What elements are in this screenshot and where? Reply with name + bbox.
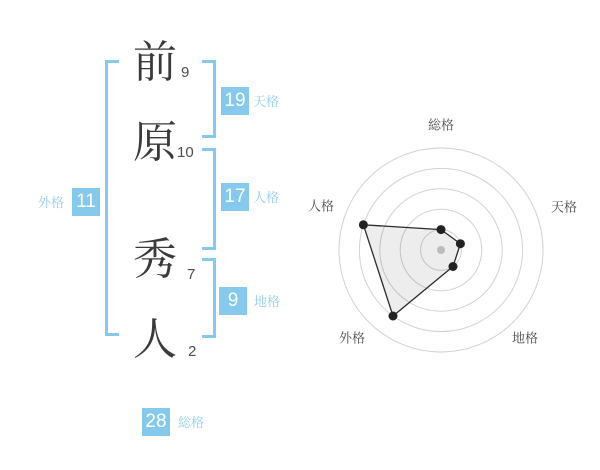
name-character-4: 人	[133, 315, 177, 364]
jinkaku-bracket	[202, 148, 216, 250]
soukaku-value-badge: 28	[142, 408, 170, 436]
stroke-count-2: 10	[177, 144, 194, 161]
name-character-1: 前	[133, 38, 177, 87]
name-character-2: 原	[133, 118, 177, 167]
radar-data-point	[456, 239, 465, 248]
radar-axis-label-gaikaku: 外格	[338, 330, 366, 346]
radar-center-dot	[437, 246, 445, 254]
radar-data-point	[449, 262, 458, 271]
name-character-3: 秀	[133, 235, 177, 284]
radar-data-point	[359, 220, 368, 229]
soukaku-label: 総格	[178, 415, 205, 430]
radar-axis-label-soukaku: 総格	[427, 117, 455, 133]
chikaku-label: 地格	[254, 294, 281, 309]
jinkaku-label: 人格	[253, 190, 280, 205]
jinkaku-value-badge: 17	[221, 183, 249, 211]
tenkaku-value-badge: 19	[221, 87, 249, 115]
chikaku-value-badge: 9	[219, 287, 247, 315]
radar-axis-label-jinkaku: 人格	[307, 198, 335, 214]
tenkaku-label: 天格	[253, 94, 280, 109]
radar-data-point	[437, 225, 446, 234]
gaikaku-value-badge: 11	[72, 188, 100, 216]
radar-data-point	[389, 312, 398, 321]
radar-axis-label-tenkaku: 天格	[550, 199, 578, 215]
stroke-count-3: 7	[187, 266, 196, 283]
gaikaku-bracket	[105, 60, 119, 336]
gaikaku-label: 外格	[37, 195, 64, 210]
stroke-count-4: 2	[188, 343, 197, 360]
stroke-count-1: 9	[181, 64, 190, 81]
chikaku-bracket	[202, 258, 216, 338]
tenkaku-bracket	[202, 60, 216, 138]
radar-axis-label-chikaku: 地格	[511, 330, 539, 346]
